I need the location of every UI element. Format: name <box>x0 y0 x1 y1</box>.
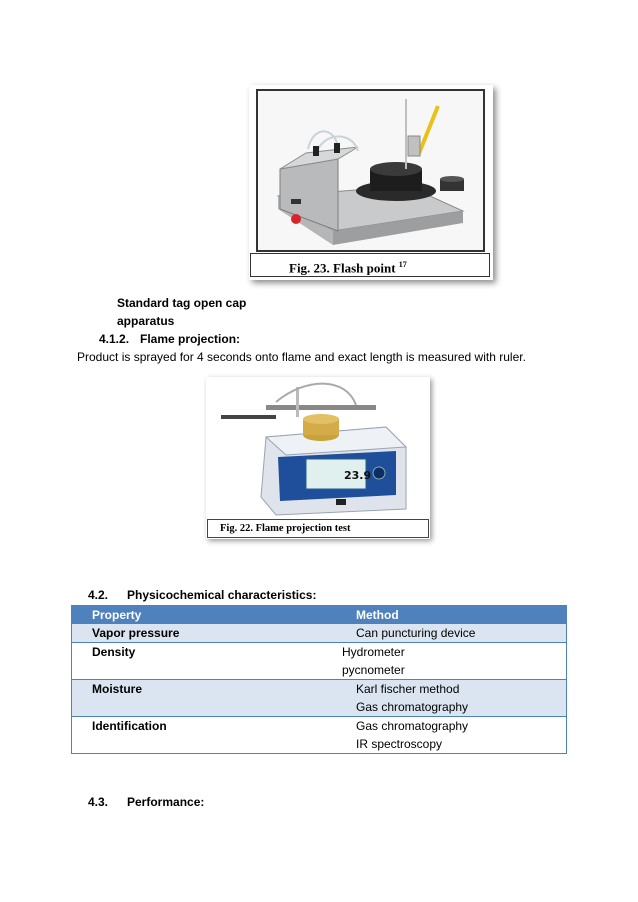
header-method: Method <box>340 606 567 625</box>
table-row <box>72 643 567 680</box>
method-cell <box>340 643 567 680</box>
section-4-1-2-title: Flame projection: <box>140 332 241 346</box>
section-4-3-title: Performance: <box>127 795 205 809</box>
section-4-3-number: 4.3. <box>88 795 109 809</box>
method-line: Can puncturing device <box>356 626 476 640</box>
property-cell: Density <box>72 643 341 680</box>
figure-subtitle-line1: Standard tag open cap <box>117 296 247 310</box>
flash-point-apparatus-image <box>256 89 485 252</box>
method-cell <box>340 624 567 643</box>
header-property: Property <box>72 606 341 625</box>
caption-text: Fig. 23. Flash point <box>289 260 396 276</box>
method-line: IR spectroscopy <box>356 737 443 751</box>
property-cell: Moisture <box>72 680 341 717</box>
section-4-2-title: Physicochemical characteristics: <box>127 588 317 602</box>
figure-flame-projection <box>206 377 430 539</box>
section-4-1-2-number: 4.1.2. <box>99 332 130 346</box>
section-4-2-number: 4.2. <box>88 588 109 602</box>
figure-flash-point-caption <box>250 253 490 277</box>
method-line: Karl fischer method <box>356 682 460 696</box>
method-line: Gas chromatography <box>356 700 469 714</box>
table-row <box>72 624 567 643</box>
figure-flame-projection-caption: Fig. 22. Flame projection test <box>207 519 429 538</box>
property-cell: Identification <box>72 717 341 754</box>
table-row <box>72 717 567 754</box>
method-cell <box>340 717 567 754</box>
method-line: pycnometer <box>342 663 405 677</box>
figure-flash-point <box>249 85 493 280</box>
method-cell <box>340 680 567 717</box>
method-line: Hydrometer <box>342 645 405 659</box>
method-line: Gas chromatography <box>356 719 469 733</box>
figure-subtitle-line2: apparatus <box>117 314 175 328</box>
physicochemical-table <box>71 605 567 754</box>
table-row <box>72 680 567 717</box>
table-header-row <box>72 606 567 625</box>
flame-projection-apparatus-image <box>206 377 430 518</box>
reference-superscript: 17 <box>398 260 407 269</box>
display-reading: 23.9 <box>344 469 372 482</box>
section-4-1-2-body: Product is sprayed for 4 seconds onto flame and exact length is measured with ruler. <box>77 350 526 364</box>
property-cell: Vapor pressure <box>72 624 341 643</box>
